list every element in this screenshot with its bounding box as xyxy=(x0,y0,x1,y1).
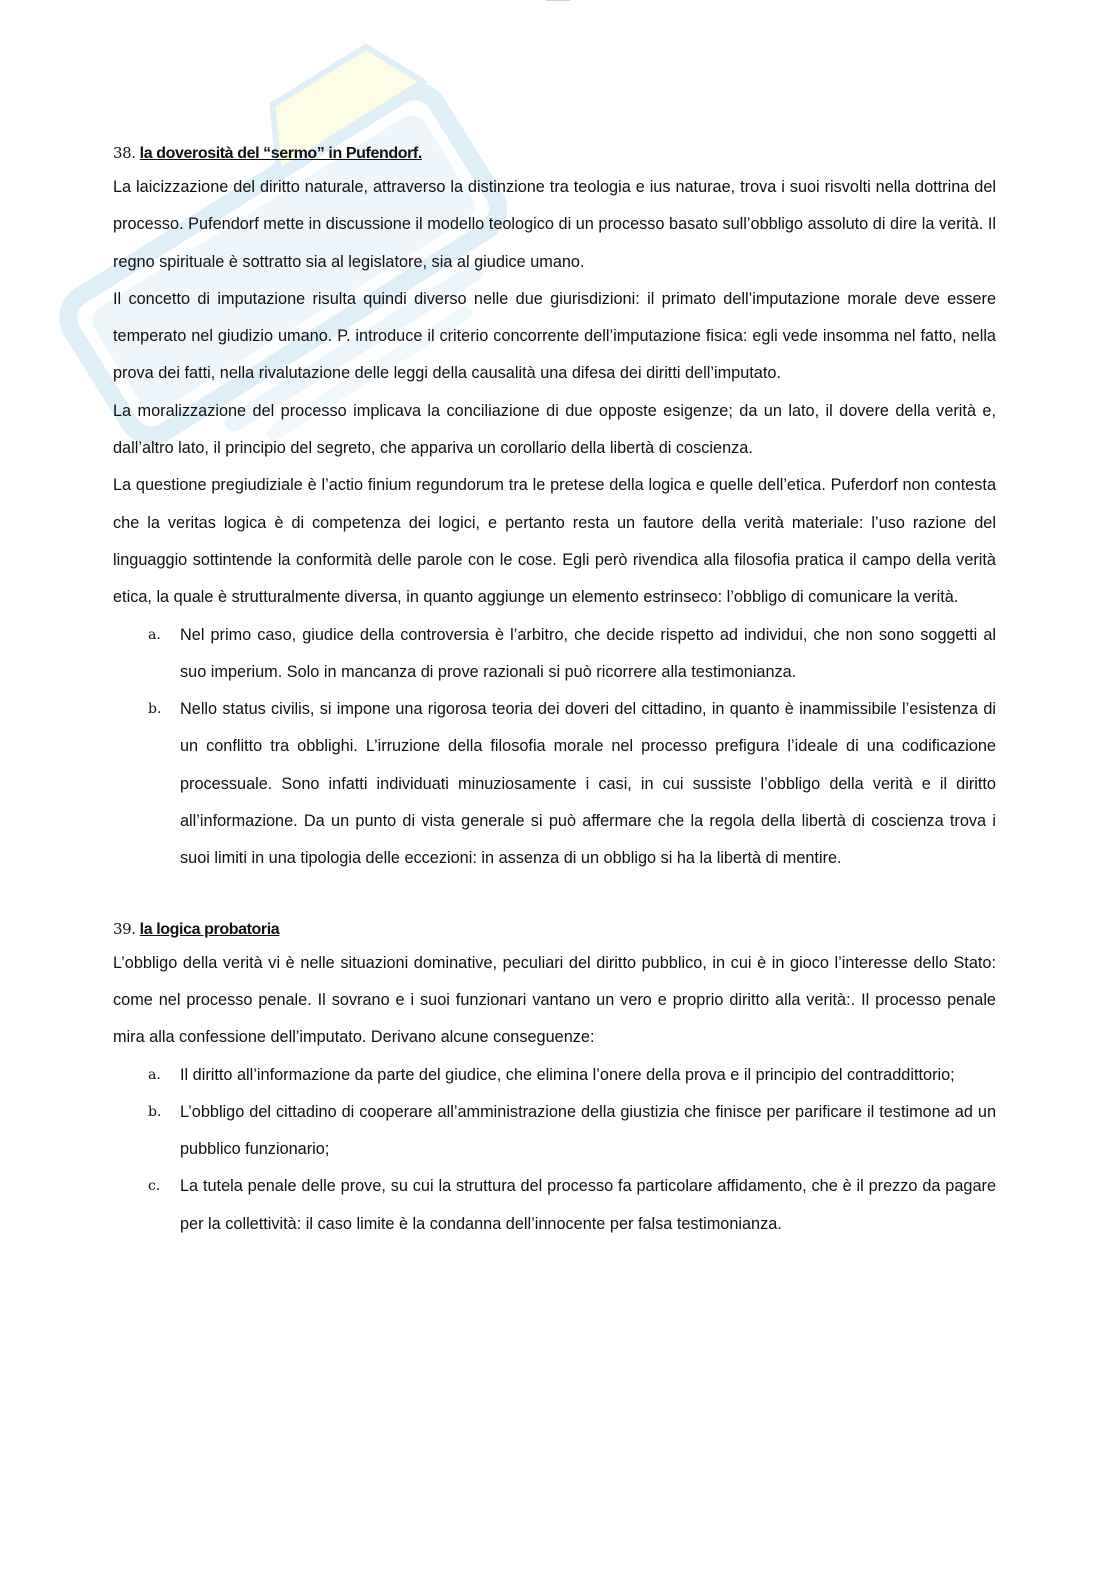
lettered-list xyxy=(113,617,996,878)
list-marker: a. xyxy=(148,1066,161,1083)
paragraph: La moralizzazione del processo implicava la conciliazione di due opposte esigenze; da un lato, il dovere della verità e, dall’altro lato, il principio del segreto, che appariva un corollario della libertà di coscienza. xyxy=(113,401,996,458)
paragraph: La questione pregiudiziale è l’actio finium regundorum tra le pretese della logica e quelle dell’etica. Puferdorf non contesta che la veritas logica è di competenza dei logici, e pertanto resta un fautore della verità materiale: l’uso razione del linguaggio sottintende la conformità delle parole con le cose. Egli però rivendica alla filosofia pratica il campo della verità etica, la quale è strutturalmente diversa, in quanto aggiunge un elemento estrinseco: l’obbligo di comunicare la verità. xyxy=(113,476,996,607)
list-item-text: Nello status civilis, si impone una rigorosa teoria dei doveri del cittadino, in quanto è inammissibile l’esistenza di un conflitto tra obblighi. L’irruzione della filosofia morale nel processo prefigura l’ideale di una codificazione processuale. Sono infatti individuati minuziosamente i casi, in cui sussiste l’obbligo della verità e il diritto all’informazione. Da un punto di vista generale si può affermare che la regola della libertà di coscienza trova i suoi limiti in una tipologia delle eccezioni: in assenza di un obbligo si ha la libertà di mentire. xyxy=(180,700,996,868)
section-title: la doverosità del “sermo” in Pufendorf. xyxy=(139,145,422,162)
paragraph: Il concetto di imputazione risulta quindi diverso nelle due giurisdizioni: il primato dell’imputazione morale deve essere temperato nel giudizio umano. P. introduce il criterio concorrente dell’imputazione fisica: egli vede insomma nel fatto, nella prova dei fatti, nella rivalutazione delle leggi della causalità una difesa dei diritti dell’imputato. xyxy=(113,289,996,383)
list-marker: a. xyxy=(148,626,161,643)
document-page xyxy=(113,138,996,1243)
list-marker: c. xyxy=(148,1178,161,1195)
list-item xyxy=(148,1168,996,1243)
list-marker: b. xyxy=(148,701,162,718)
paragraph: La laicizzazione del diritto naturale, attraverso la distinzione tra teologia e ius naturae, trova i suoi risvolti nella dottrina del processo. Pufendorf mette in discussione il modello teologico di un processo basato sull’obbligo assoluto di dire la verità. Il regno spirituale è sottratto sia al legislatore, sia al giudice umano. xyxy=(113,178,996,271)
list-item-text: L’obbligo del cittadino di cooperare all’amministrazione della giustizia che finisce per parificare il testimone ad un pubblico funzionario; xyxy=(180,1102,996,1159)
section-number: 39. xyxy=(113,919,136,938)
page-top-mark xyxy=(546,0,570,5)
section-heading xyxy=(113,138,996,169)
paragraph: L’obbligo della verità vi è nelle situazioni dominative, peculiari del diritto pubblico, in cui è in gioco l’interesse dello Stato: come nel processo penale. Il sovrano e i suoi funzionari vantano un vero e proprio diritto alla verità:. Il processo penale mira alla confessione dell’imputato. Derivano alcune conseguenze: xyxy=(113,953,996,1047)
list-item-text: La tutela penale delle prove, su cui la struttura del processo fa particolare affidamento, che è il prezzo da pagare per la collettività: il caso limite è la condanna dell’innocente per falsa testimonianza. xyxy=(180,1177,996,1233)
list-marker: b. xyxy=(148,1103,162,1120)
list-item xyxy=(148,617,996,692)
list-item xyxy=(148,1094,996,1169)
list-item xyxy=(148,1057,996,1094)
section-spacer xyxy=(113,878,996,914)
section-number: 38. xyxy=(113,144,136,162)
list-item-text: Nel primo caso, giudice della controversia è l’arbitro, che decide rispetto ad individui, che non sono soggetti al suo imperium. Solo in mancanza di prove razionali si può ricorrere alla testimonianza. xyxy=(180,625,996,681)
section-heading xyxy=(113,914,996,945)
section-title: la logica probatoria xyxy=(139,920,280,938)
list-item xyxy=(148,691,996,877)
lettered-list xyxy=(113,1057,996,1243)
list-item-text: Il diritto all’informazione da parte del giudice, che elimina l’onere della prova e il principio del contraddittorio; xyxy=(180,1065,955,1084)
